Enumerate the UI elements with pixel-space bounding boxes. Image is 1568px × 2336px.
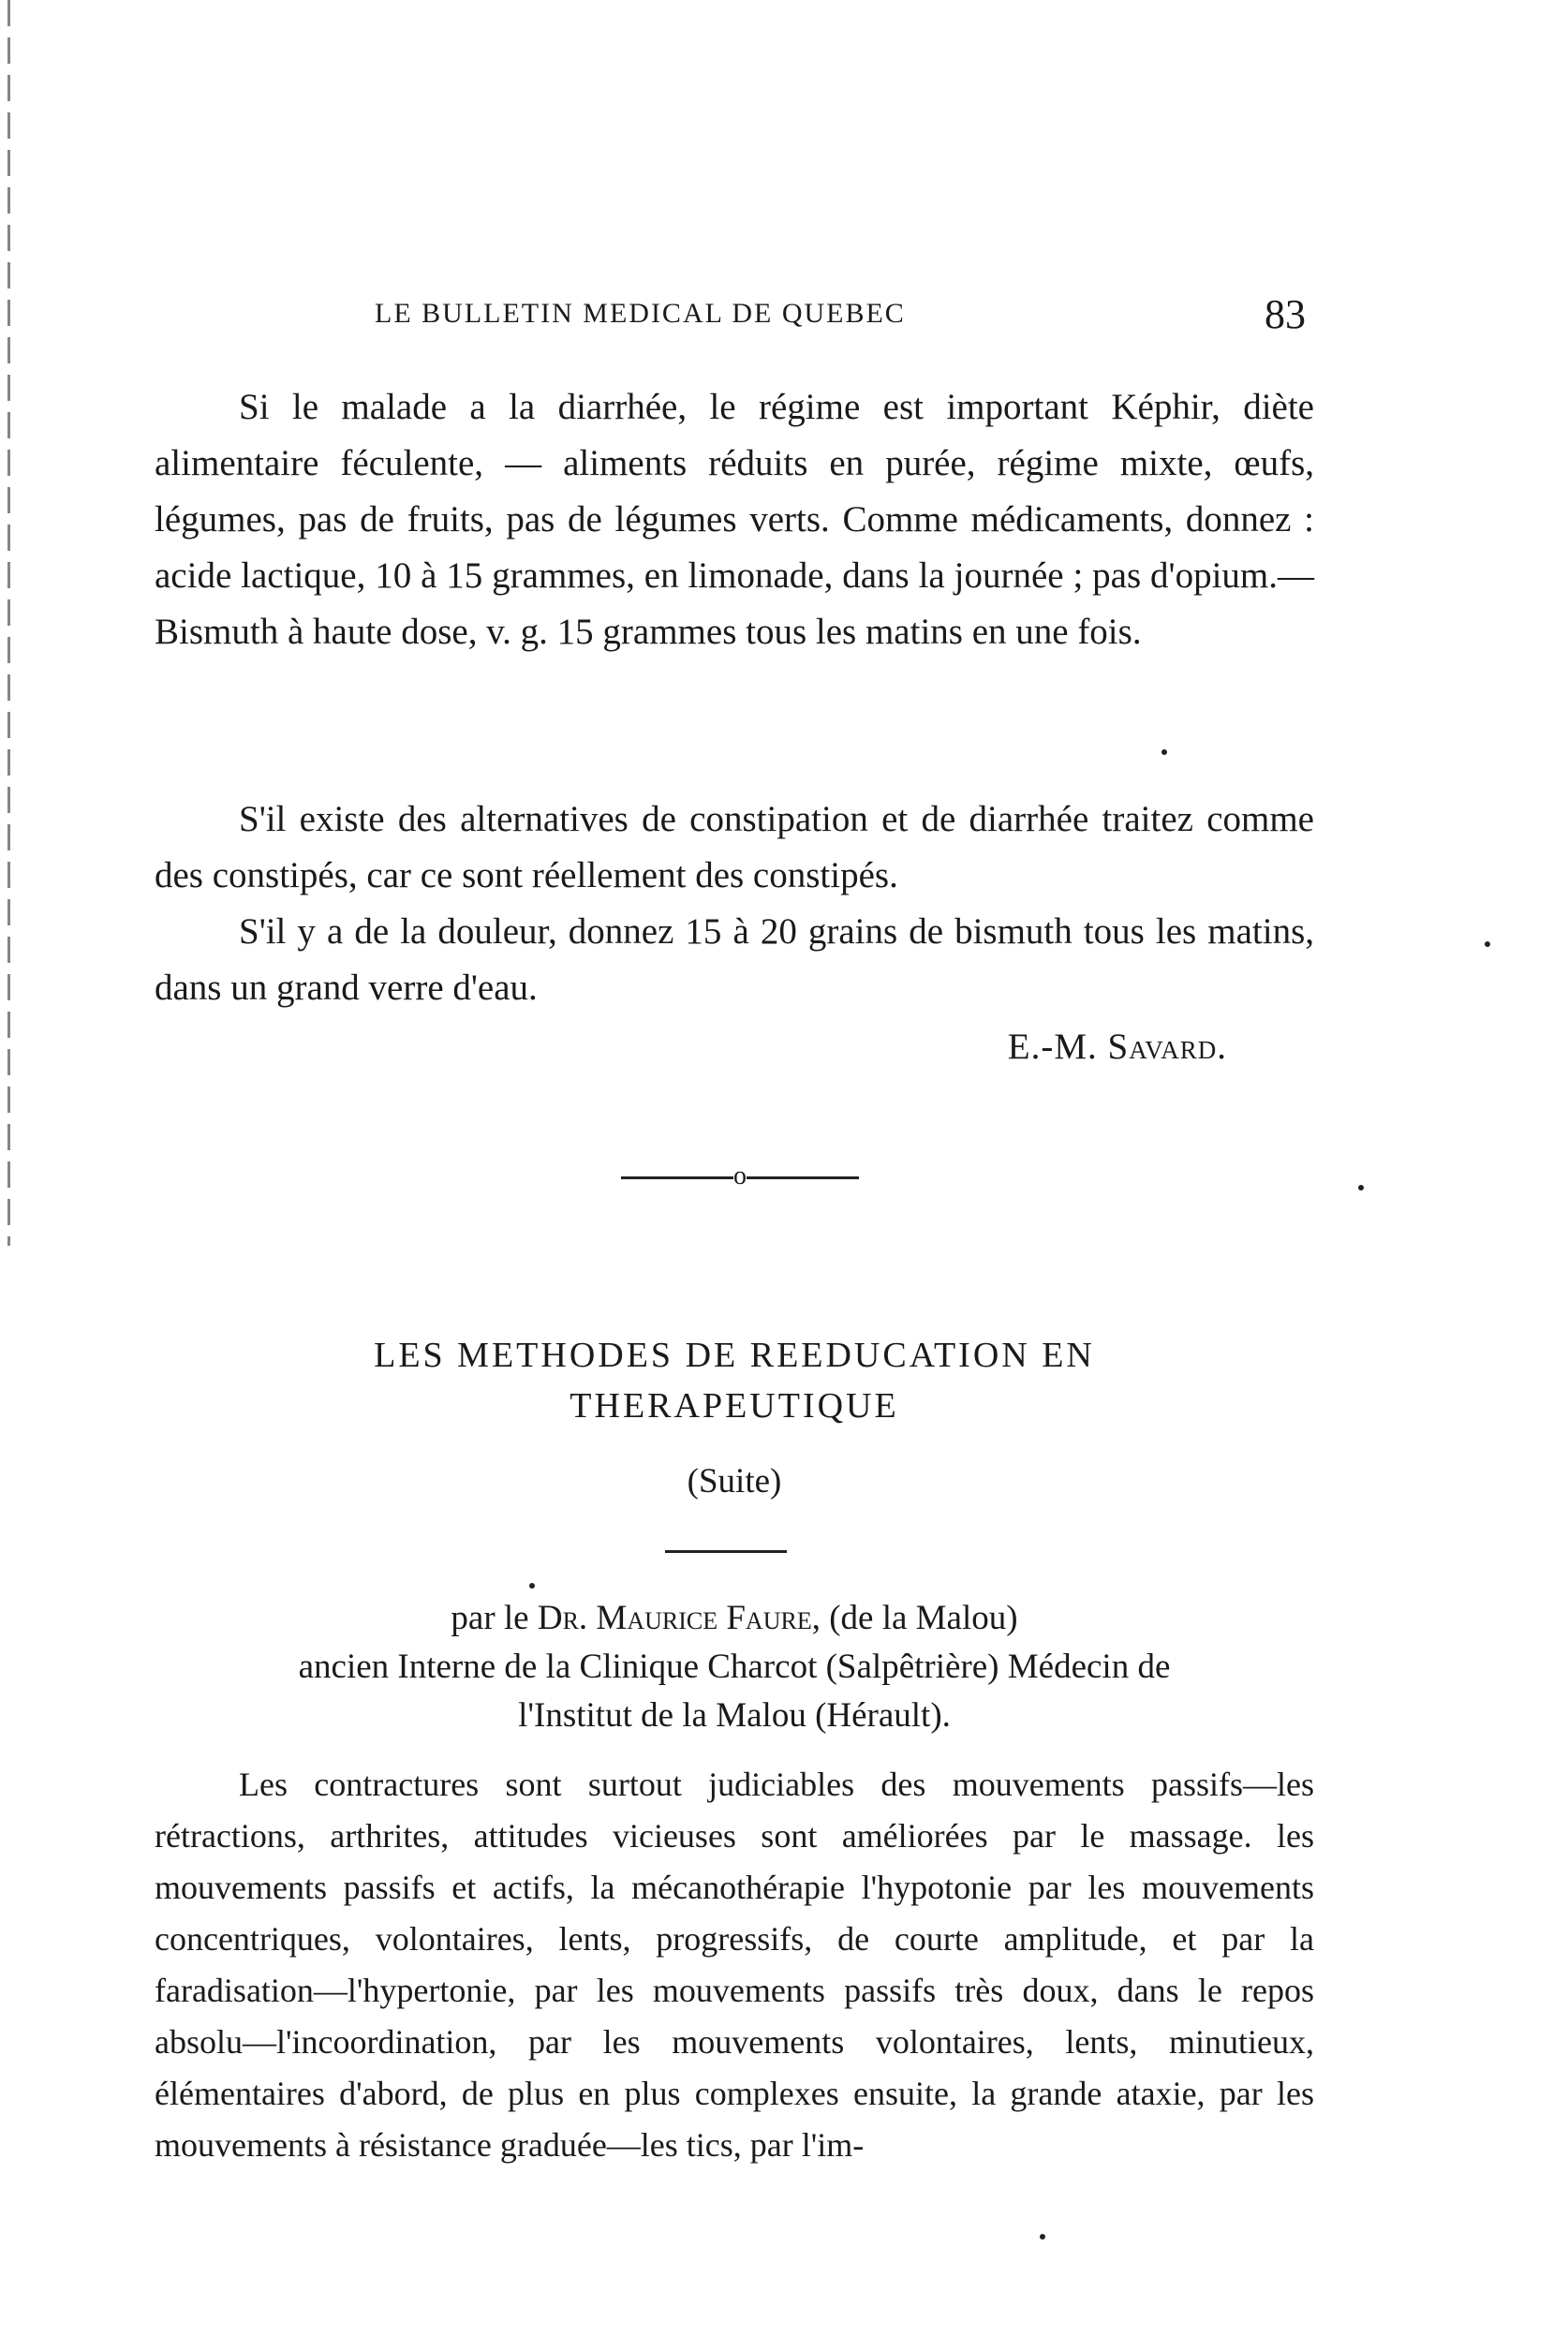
affiliation-line2: l'Institut de la Malou (Hérault).	[518, 1696, 951, 1735]
paragraph-text: Si le malade a la diarrhée, le régime est important Képhir, diète alimentaire féculente, — aliments réduits en purée, régime mixte, œufs, légumes, pas de fruits, pas de légumes verts. Comme médicaments, donnez : acide lactique, 10 à 15 grammes, en limonade, dans la journée ; pas d'opium.— Bismuth à haute dose, v. g. 15 grammes tous les matins en une fois.	[155, 387, 1314, 652]
byline-suffix: (de la Malou)	[829, 1599, 1018, 1637]
scan-speck	[1161, 749, 1167, 755]
page-number: 83	[1265, 291, 1306, 337]
paragraph-pain	[155, 904, 1314, 1016]
byline-prefix: par le	[451, 1599, 529, 1637]
scan-speck	[529, 1583, 535, 1589]
author-signature: E.-M. Savard.	[1007, 1027, 1227, 1067]
article-body	[155, 1759, 1314, 2171]
paragraph-diarrhea	[155, 379, 1314, 660]
section-separator	[599, 1161, 880, 1191]
article-subtitle: (Suite)	[687, 1462, 782, 1501]
scan-speck	[1040, 2234, 1045, 2240]
short-rule	[665, 1550, 787, 1553]
scan-speck	[1485, 941, 1490, 947]
paragraph-alternatives	[155, 791, 1314, 904]
article-title-line1: LES METHODES DE REEDUCATION EN	[374, 1336, 1095, 1375]
byline	[155, 1592, 1314, 1645]
body-text: Les contractures sont surtout judiciables des mouvements passifs—les rétractions, arthrites, attitudes vicieuses sont améliorées par le massage. les mouvements passifs et actifs, la mécanothérapie l'hypotonie par les mouvements concentriques, volontaires, lents, progressifs, de courte amplitude, et par la faradisation—l'hypertonie, par les mouvements passifs très doux, dans le repos absolu—l'incoordination, par les mouvements volontaires, lents, minutieux, élémentaires d'abord, de plus en plus complexes ensuite, la grande ataxie, par les mouvements à résistance graduée—les tics, par l'im-	[155, 1766, 1314, 2164]
running-title: LE BULLETIN MEDICAL DE QUEBEC	[375, 298, 906, 329]
scan-speck	[1358, 1185, 1364, 1190]
scan-edge-mark	[7, 0, 10, 1246]
article-title-line2: THERAPEUTIQUE	[570, 1386, 899, 1426]
paragraph-text: S'il existe des alternatives de constipation et de diarrhée traitez comme des constipés, car ce sont réellement des constipés.	[155, 799, 1314, 895]
separator-glyph: o	[733, 1161, 747, 1190]
byline-author: Dr. Maurice Faure,	[537, 1599, 821, 1637]
paragraph-text: S'il y a de la douleur, donnez 15 à 20 grains de bismuth tous les matins, dans un grand verre d'eau.	[155, 911, 1314, 1008]
affiliation-line1: ancien Interne de la Clinique Charcot (Salpêtrière) Médecin de	[298, 1648, 1171, 1686]
